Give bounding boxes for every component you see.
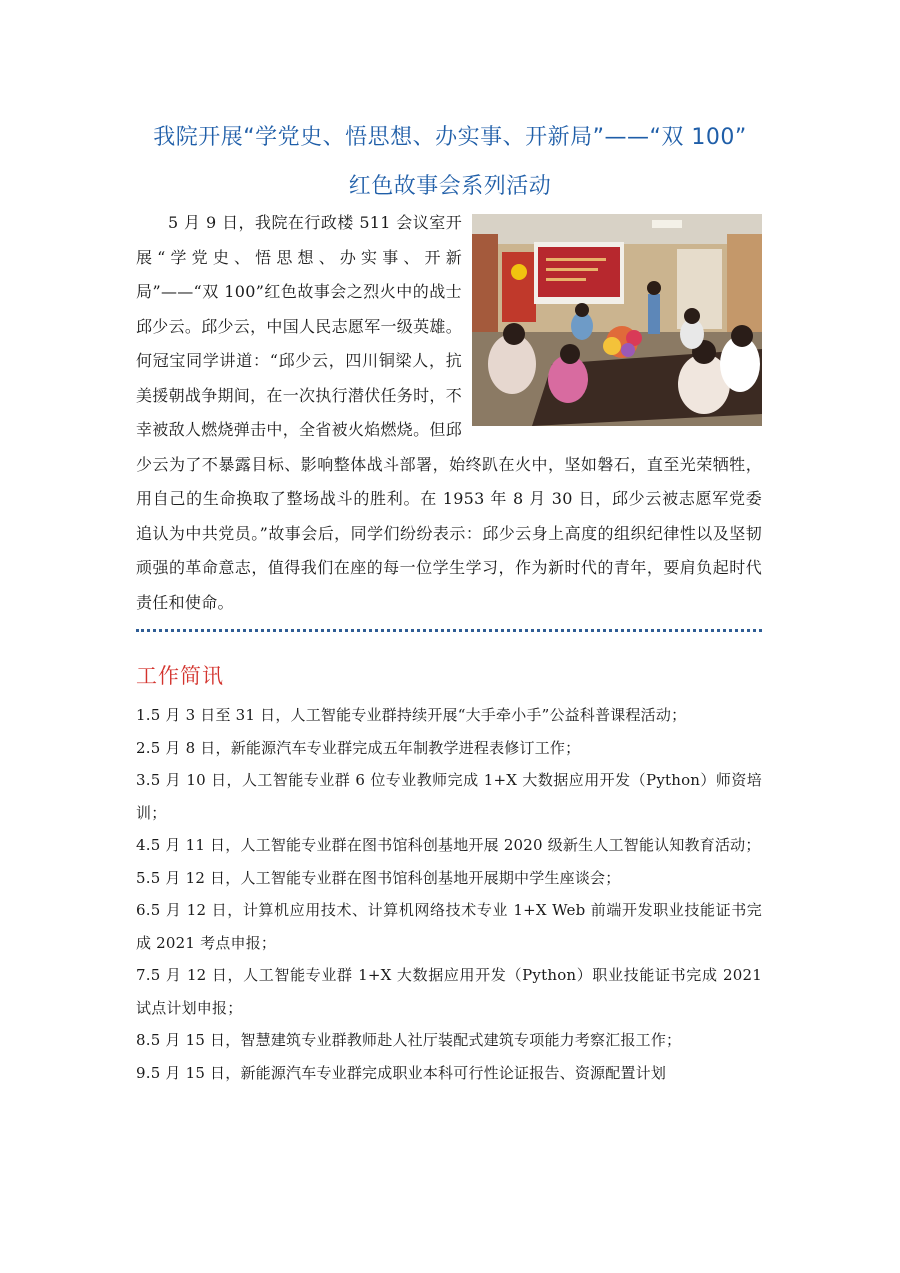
article-body — [136, 206, 762, 620]
article-title-line-2: 红色故事会系列活动 — [348, 174, 552, 199]
dotted-divider — [136, 629, 762, 632]
list-item: 7.5 月 12 日，人工智能专业群 1+X 大数据应用开发（Python）职业技能证书完成 2021 试点计划申报； — [136, 966, 762, 1017]
list-item: 9.5 月 15 日，新能源汽车专业群完成职业本科可行性论证报告、资源配置计划 — [136, 1063, 667, 1082]
news-list — [136, 699, 762, 1089]
list-item: 5.5 月 12 日，人工智能专业群在图书馆科创基地开展期中学生座谈会； — [136, 868, 621, 887]
list-item: 2.5 月 8 日，新能源汽车专业群完成五年制教学进程表修订工作； — [136, 738, 581, 757]
list-item: 3.5 月 10 日，人工智能专业群 6 位专业教师完成 1+X 大数据应用开发（Python）师资培训； — [136, 771, 762, 822]
section-title-work-news: 工作简讯 — [136, 664, 224, 688]
list-item: 6.5 月 12 日，计算机应用技术、计算机网络技术专业 1+X Web 前端开发职业技能证书完成 2021 考点申报； — [136, 901, 762, 952]
list-item: 1.5 月 3 日至 31 日，人工智能专业群持续开展“大手牵小手”公益科普课程活动； — [136, 706, 687, 724]
list-item: 8.5 月 15 日，智慧建筑专业群教师赴人社厅装配式建筑专项能力考察汇报工作； — [136, 1031, 682, 1049]
meeting-room-photo — [472, 214, 762, 426]
article-paragraph: 5 月 9 日，我院在行政楼 511 会议室开展“学党史、悟思想、办实事、开新局”——“双 100”红色故事会之烈火中的战士邱少云。邱少云，中国人民志愿军一级英雄。何冠宝同学讲道：“邱少云，四川铜梁人，抗美援朝战争期间，在一次执行潜伏任务时，不幸被敌人燃烧弹击中，全省被火焰燃烧。但邱少云为了不暴露目标、影响整体战斗部署，始终趴在火中，坚如磐石，直至光荣牺牲，用自己的生命换取了整场战斗的胜利。在 1953 年 8 月 30 日，邱少云被志愿军党委追认为中共党员。”故事会后，同学们纷纷表示：邱少云身上高度的组织纪律性以及坚韧顽强的革命意志，值得我们在座的每一位学生学习，作为新时代的青年，要肩负起时代责任和使命。 — [136, 213, 762, 612]
list-item: 4.5 月 11 日，人工智能专业群在图书馆科创基地开展 2020 级新生人工智能认知教育活动； — [136, 836, 761, 854]
article-title-line-1: 我院开展“学党史、悟思想、办实事、开新局”——“双 100” — [153, 125, 747, 150]
